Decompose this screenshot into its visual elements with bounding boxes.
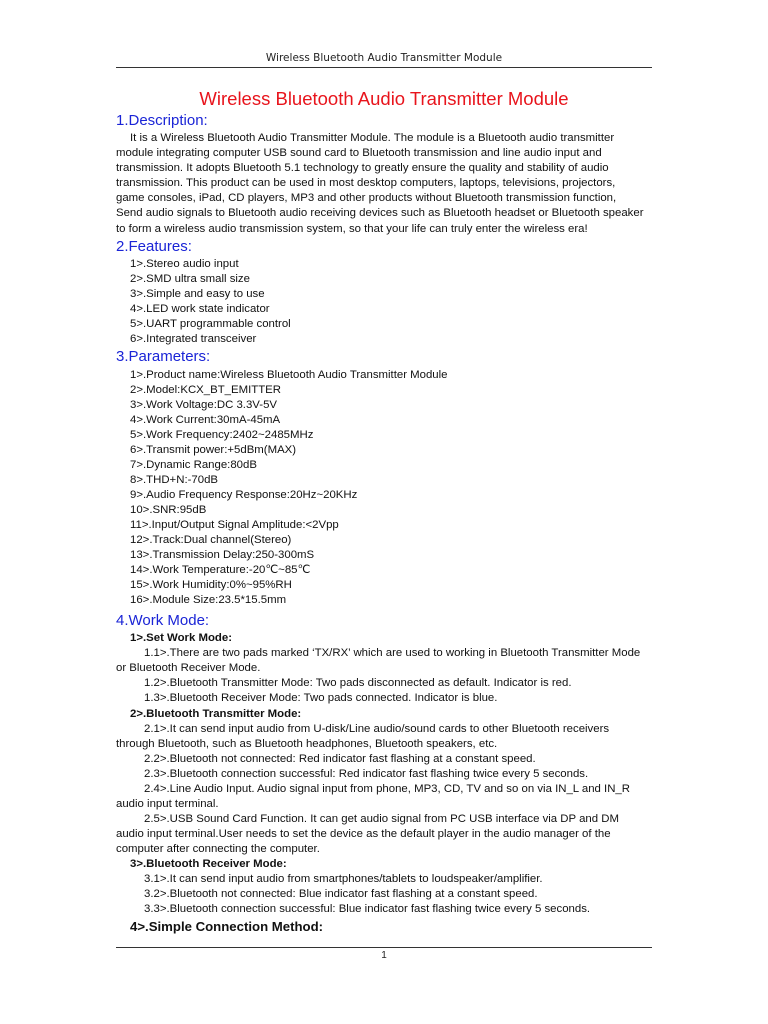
page-number: 1	[381, 950, 387, 961]
features-list	[130, 257, 291, 347]
transmitter-line: audio input terminal.User needs to set the device as the default player in the audio manager of the	[116, 828, 611, 840]
work-mode-line: or Bluetooth Receiver Mode.	[116, 662, 261, 674]
list-item: 3>.Work Voltage:DC 3.3V-5V	[130, 399, 277, 411]
section-heading-parameters: 3.Parameters:	[116, 348, 211, 365]
footer-rule	[116, 947, 652, 948]
header-rule	[116, 67, 652, 68]
list-item: 16>.Module Size:23.5*15.5mm	[130, 594, 287, 606]
description-line: game consoles, iPad, CD players, MP3 and other products without Bluetooth transmission function,	[116, 192, 617, 205]
receiver-line: 3.1>.It can send input audio from smartphones/tablets to loudspeaker/amplifier.	[144, 873, 543, 885]
document-title: Wireless Bluetooth Audio Transmitter Module	[199, 88, 569, 109]
transmitter-line: 2.2>.Bluetooth not connected: Red indicator fast flashing at a constant speed.	[144, 753, 536, 765]
description-line: module integrating computer USB sound card to Bluetooth transmission and line audio input and	[116, 147, 602, 160]
subheading-set-work-mode: 1>.Set Work Mode:	[130, 632, 233, 644]
list-item: 1>.Product name:Wireless Bluetooth Audio Transmitter Module	[130, 369, 448, 381]
work-mode-line: 1.3>.Bluetooth Receiver Mode: Two pads connected. Indicator is blue.	[144, 692, 498, 704]
list-item: 5>.UART programmable control	[130, 318, 291, 330]
list-item: 1>.Stereo audio input	[130, 258, 239, 270]
list-item: 6>.Integrated transceiver	[130, 333, 257, 345]
transmitter-line: audio input terminal.	[116, 798, 219, 810]
list-item: 9>.Audio Frequency Response:20Hz~20KHz	[130, 489, 358, 501]
transmitter-line: 2.4>.Line Audio Input. Audio signal input from phone, MP3, CD, TV and so on via IN_L and IN_R	[144, 783, 630, 795]
work-mode-line: 1.1>.There are two pads marked ‘TX/RX’ which are used to working in Bluetooth Transmitter Mode	[144, 647, 641, 659]
subheading-transmitter-mode: 2>.Bluetooth Transmitter Mode:	[130, 708, 302, 720]
description-line: transmission. This product can be used in most desktop computers, laptops, televisions, projectors,	[116, 177, 616, 190]
list-item: 15>.Work Humidity:0%~95%RH	[130, 579, 292, 591]
subheading-connection-method: 4>.Simple Connection Method:	[130, 919, 324, 934]
description-line: to form a wireless audio transmission system, so that your life can truly enter the wireless era!	[116, 222, 588, 235]
list-item: 2>.Model:KCX_BT_EMITTER	[130, 384, 281, 396]
subheading-receiver-mode: 3>.Bluetooth Receiver Mode:	[130, 858, 287, 870]
running-header: Wireless Bluetooth Audio Transmitter Module	[265, 52, 503, 64]
list-item: 10>.SNR:95dB	[130, 504, 207, 516]
transmitter-line: through Bluetooth, such as Bluetooth headphones, Bluetooth speakers, etc.	[116, 738, 498, 750]
transmitter-line: 2.3>.Bluetooth connection successful: Red indicator fast flashing twice every 5 seconds.	[144, 768, 589, 780]
receiver-line: 3.3>.Bluetooth connection successful: Blue indicator fast flashing twice every 5 seconds.	[144, 903, 591, 915]
section-heading-features: 2.Features:	[116, 238, 192, 255]
work-mode-line: 1.2>.Bluetooth Transmitter Mode: Two pads disconnected as default. Indicator is red.	[144, 677, 572, 689]
transmitter-line: 2.1>.It can send input audio from U-disk/Line audio/sound cards to other Bluetooth receivers	[144, 723, 610, 735]
description-line: Send audio signals to Bluetooth audio receiving devices such as Bluetooth headset or Bluetooth speaker	[116, 207, 644, 220]
description-line: transmission. It adopts Bluetooth 5.1 technology to greatly ensure the quality and stability of audio	[116, 162, 609, 175]
list-item: 3>.Simple and easy to use	[130, 288, 265, 300]
list-item: 5>.Work Frequency:2402~2485MHz	[130, 429, 314, 441]
section-heading-description: 1.Description:	[116, 112, 208, 129]
list-item: 13>.Transmission Delay:250-300mS	[130, 549, 315, 561]
list-item: 6>.Transmit power:+5dBm(MAX)	[130, 444, 297, 456]
list-item: 4>.LED work state indicator	[130, 303, 270, 315]
transmitter-line: computer after connecting the computer.	[116, 843, 320, 855]
transmitter-line: 2.5>.USB Sound Card Function. It can get audio signal from PC USB interface via DP and DM	[144, 813, 619, 825]
list-item: 11>.Input/Output Signal Amplitude:<2Vpp	[130, 519, 339, 531]
list-item: 8>.THD+N:-70dB	[130, 474, 218, 486]
parameters-list	[130, 368, 448, 608]
list-item: 7>.Dynamic Range:80dB	[130, 459, 257, 471]
description-paragraph	[116, 131, 656, 237]
receiver-line: 3.2>.Bluetooth not connected: Blue indicator fast flashing at a constant speed.	[144, 888, 538, 900]
list-item: 2>.SMD ultra small size	[130, 273, 250, 285]
list-item: 12>.Track:Dual channel(Stereo)	[130, 534, 292, 546]
list-item: 14>.Work Temperature:-20℃~85℃	[130, 564, 311, 576]
list-item: 4>.Work Current:30mA-45mA	[130, 414, 281, 426]
description-line: It is a Wireless Bluetooth Audio Transmitter Module. The module is a Bluetooth audio transmitter	[130, 132, 615, 144]
section-heading-work-mode: 4.Work Mode:	[116, 612, 210, 629]
